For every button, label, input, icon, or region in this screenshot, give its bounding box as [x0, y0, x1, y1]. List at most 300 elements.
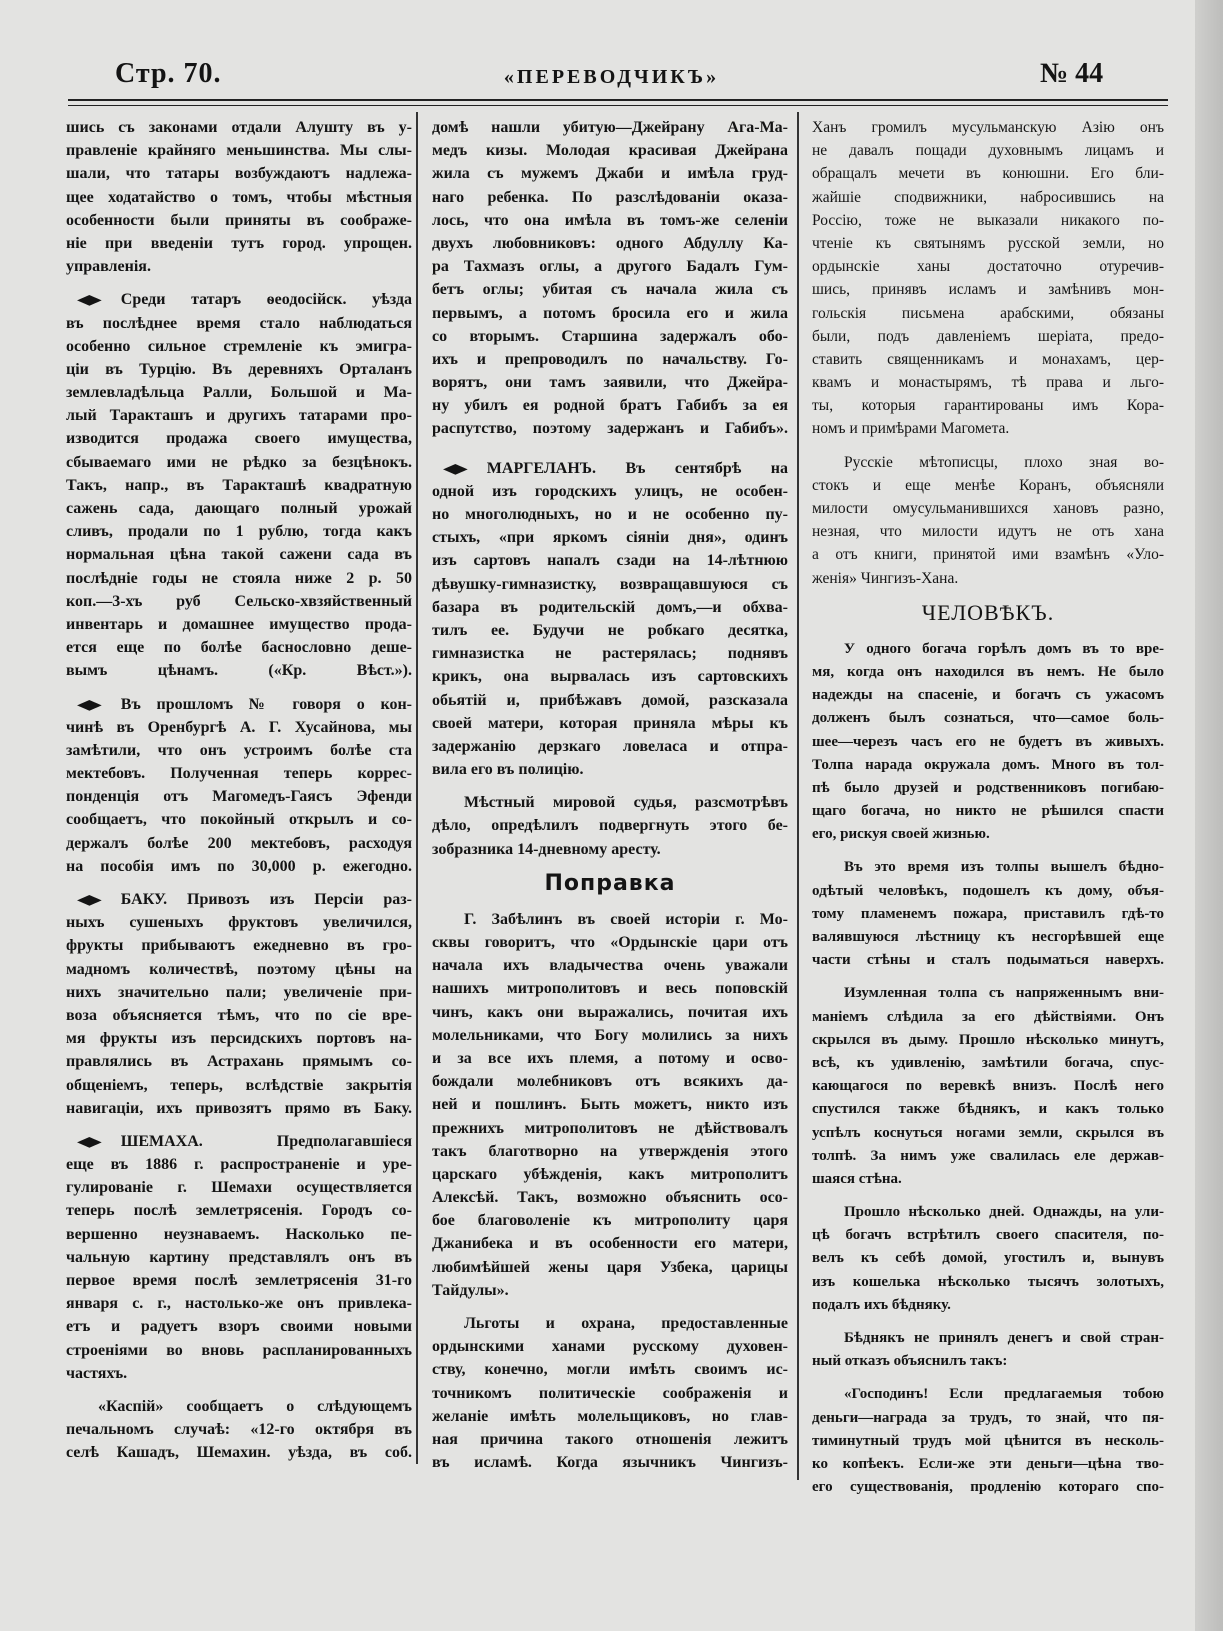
text-line: квамъ и монастырямъ, тѣ права и льго-	[812, 374, 1164, 392]
line	[812, 232, 1164, 255]
text-line: гулированіе г. Шемахи осуществляется	[66, 1179, 412, 1197]
text-line: прежнихъ митрополитовъ не дѣйствовалъ	[432, 1119, 788, 1137]
text-line: задержанію дерзкаго ловеласа и отпра-	[432, 737, 788, 755]
line	[432, 1186, 788, 1209]
line	[432, 348, 788, 371]
text-line: особенно сильное стремленіе къ эмигра-	[66, 337, 412, 355]
text-line: всѣ, къ удивленію, замѣтили богача, спус-	[812, 1054, 1164, 1071]
line	[66, 1223, 412, 1246]
line	[432, 954, 788, 977]
line	[432, 1428, 788, 1451]
line	[812, 707, 1164, 730]
article-paragraph	[812, 1327, 1164, 1373]
text-line: ты, которыя гарантированы имъ Кора-	[812, 397, 1164, 415]
text-line: коп.—3-хъ руб Сельско-хвзяйственный	[66, 592, 412, 610]
text-line: нашихъ митрополитовъ и весь поповскій	[432, 980, 788, 998]
line	[66, 139, 412, 162]
line	[432, 689, 788, 712]
line	[432, 480, 788, 503]
line	[432, 209, 788, 232]
line	[432, 417, 788, 440]
line	[812, 371, 1164, 394]
section-heading: Поправка	[544, 870, 676, 896]
text-line: первое время послѣ землетрясенія 31-го	[66, 1272, 412, 1289]
text-line: шее—черезъ часъ его не будетъ въ живыхъ.	[812, 733, 1164, 750]
line	[812, 1006, 1164, 1029]
text-line: ордынскіе ханы достаточно отуречив-	[812, 258, 1164, 276]
text-line: первымъ, а потомъ бросила его и жила	[432, 304, 788, 322]
line	[66, 590, 412, 613]
text-line: «Каспій» сообщаетъ о слѣдующемъ	[98, 1397, 412, 1415]
line	[432, 302, 788, 325]
text-line: нормальная цѣна такой сажени сада въ	[66, 546, 412, 564]
article-paragraph	[66, 1130, 412, 1385]
text-line: мя фрукты изъ персидскихъ портовъ на-	[66, 1030, 412, 1048]
line	[432, 596, 788, 619]
line	[432, 665, 788, 688]
text-line: начала ихъ владычества очень уважали	[432, 957, 788, 975]
line	[812, 209, 1164, 232]
line	[432, 1358, 788, 1381]
line	[66, 474, 412, 497]
line	[812, 684, 1164, 707]
line	[812, 116, 1164, 139]
line	[66, 1153, 412, 1176]
text-line: ная причина такого отношенія лежитъ	[432, 1430, 788, 1448]
issue-number: № 44	[1040, 58, 1104, 89]
text-line: Ханъ громилъ мусульманскую Азію онъ	[812, 119, 1164, 136]
text-line: теперь послѣ землетрясенія. Городъ со-	[66, 1202, 412, 1220]
text-line: Джанибека и въ особенности его матери,	[432, 1235, 788, 1253]
line	[66, 1269, 412, 1292]
line	[66, 832, 412, 855]
line	[432, 791, 788, 814]
text-line: навигаціи, ихъ привозятъ прямо въ Баку.	[66, 1099, 412, 1117]
line	[432, 619, 788, 642]
line	[432, 1382, 788, 1405]
line	[66, 1362, 412, 1385]
text-line: сливъ, продали по 1 рублю, тогда какъ	[66, 523, 412, 541]
line	[432, 1405, 788, 1428]
line	[812, 1476, 1164, 1499]
section-heading: ЧЕЛОВѢКЪ.	[921, 599, 1055, 625]
text-line: надежды на спасеніе, и богачъ съ ужасомъ	[812, 687, 1164, 704]
text-line: изъ сартовъ напалъ сзади на 14-лѣтнюю	[432, 552, 788, 570]
line	[66, 1074, 412, 1097]
line	[812, 1271, 1164, 1294]
text-line: спустился также бѣднякъ, и какъ только	[812, 1101, 1164, 1118]
page-edge-shadow	[1195, 0, 1223, 1631]
text-line: незная, что милости идутъ не отъ хана	[812, 523, 1164, 541]
header-double-rule	[68, 99, 1168, 106]
line	[432, 758, 788, 781]
line	[66, 186, 412, 209]
line	[66, 255, 412, 278]
line	[432, 642, 788, 665]
line	[66, 1097, 412, 1120]
text-line: ихъ и препроводилъ по начальству. Го-	[432, 350, 788, 368]
line	[812, 754, 1164, 777]
text-line: ству, конечно, могли имѣть своимъ ис-	[432, 1361, 788, 1379]
text-line: щее ходатайство о томъ, чтобы мѣстныя	[66, 188, 412, 206]
line	[812, 638, 1164, 661]
line	[432, 1232, 788, 1255]
line	[812, 497, 1164, 520]
text-line: такъ благотворно на утвержденія этого	[432, 1142, 788, 1160]
text-line: своей матери, которая приняла мѣры къ	[432, 714, 788, 732]
diamond-ornament-icon: ◆	[76, 893, 102, 908]
text-line: бое благоволеніе къ митрополиту царя	[432, 1212, 788, 1230]
text-line: сквы говоритъ, что «Ордынскіе цари отъ	[432, 934, 788, 951]
text-line: «Господинъ! Если предлагаемыя тобою	[844, 1386, 1164, 1403]
article-paragraph	[812, 982, 1164, 1191]
line	[432, 325, 788, 348]
line	[66, 1027, 412, 1050]
text-line: крикъ, она вырвалась изъ сартовскихъ	[432, 668, 788, 686]
line	[432, 186, 788, 209]
line	[812, 949, 1164, 972]
text-line: жайшіе сподвижники, набросившись на	[812, 188, 1164, 206]
text-line: января с. г., настолько-же онъ привлека-	[66, 1295, 412, 1313]
article-paragraph	[66, 693, 412, 879]
diamond-ornament-icon: ◆	[442, 461, 468, 477]
line	[66, 981, 412, 1004]
line	[812, 856, 1164, 879]
line	[66, 1246, 412, 1269]
text-line: тому пламенемъ пожара, приставилъ гдѣ-то	[812, 905, 1164, 922]
text-line: но многолюдныхъ, но и не особенно пу-	[432, 506, 788, 523]
text-line: вила его въ полицію.	[432, 761, 584, 779]
text-line: ордынскими ханами русскому духовен-	[432, 1338, 788, 1356]
line	[66, 288, 412, 311]
line	[66, 739, 412, 762]
line	[66, 1130, 412, 1153]
line	[66, 381, 412, 404]
article-paragraph	[812, 1201, 1164, 1317]
text-line: шись съ законами отдали Алушту въ у-	[66, 119, 412, 136]
text-line: любимѣйшей жены царя Узбека, царицы	[432, 1258, 788, 1276]
line	[812, 278, 1164, 301]
line	[812, 186, 1164, 209]
line	[66, 888, 412, 911]
text-line: его, рискуя своей жизнью.	[812, 826, 990, 843]
line	[66, 1395, 412, 1418]
article-paragraph	[432, 908, 788, 1302]
line	[812, 800, 1164, 823]
text-line: У одного богача горѣлъ домъ въ то вре-	[844, 640, 1164, 657]
line	[432, 573, 788, 596]
line	[66, 934, 412, 957]
line	[432, 1163, 788, 1186]
text-line: ну убилъ ея родной братъ Габибъ за ея	[432, 397, 788, 415]
text-line: и за все ихъ племя, а потому и осво-	[432, 1049, 788, 1067]
line	[812, 1294, 1164, 1317]
text-line: ціи въ Турцію. Въ деревняхъ Орталанъ	[66, 360, 412, 378]
line	[812, 1224, 1164, 1247]
column-divider	[416, 112, 418, 1464]
line	[812, 982, 1164, 1005]
text-line: въ послѣднее время стало наблюдаться	[66, 314, 412, 332]
line	[432, 712, 788, 735]
text-line: ра Тахмазъ оглы, а другого Бадалъ Гум-	[432, 258, 788, 276]
line	[432, 549, 788, 572]
text-line: номъ и примѣрами Магомета.	[812, 420, 1010, 438]
text-line: Въ прошломъ № говоря о кон-	[120, 695, 412, 713]
text-line: домѣ нашли убитую—Джейрану Ага-Ма-	[432, 119, 788, 136]
article-paragraph	[432, 1312, 788, 1474]
text-line: щаго богача, но никто не рѣшился спасти	[812, 803, 1164, 820]
text-line: долженъ былъ сознаться, что—самое боль-	[812, 710, 1164, 727]
line	[66, 613, 412, 636]
text-line: обьятій и, прибѣжавъ домой, разсказала	[432, 691, 788, 709]
text-line: жила съ мужемъ Джаби и имѣла груд-	[432, 165, 788, 183]
text-line: сбываемаго ими не рѣдко за безцѣнокъ.	[66, 453, 412, 471]
line	[812, 139, 1164, 162]
line	[432, 1279, 788, 1302]
text-line: милости омусульманившихся хановъ разно,	[812, 500, 1164, 517]
text-line: ворятъ, они тамъ заявили, что Джейра-	[432, 374, 788, 392]
text-line: скрылся въ дыму. Прошло нѣсколько минутъ,	[812, 1031, 1164, 1048]
text-line: Въ это время изъ толпы вышелъ бѣдно-	[844, 859, 1164, 876]
text-line: точникомъ политическіе соображенія и	[432, 1384, 788, 1402]
text-line: маніемъ слѣдила за его дѣйствіями. Онъ	[812, 1008, 1164, 1025]
line	[432, 814, 788, 837]
line	[812, 926, 1164, 949]
text-line: общеніемъ, теперь, вслѣдствіе закрытія	[66, 1076, 412, 1094]
line	[432, 255, 788, 278]
text-line: женія» Чингизъ-Хана.	[812, 569, 959, 587]
line	[66, 232, 412, 255]
text-line: Тайдулы».	[432, 1281, 509, 1299]
text-line: ко копѣекъ. Если-же эти деньги—цѣна тво-	[812, 1455, 1164, 1472]
line	[812, 1098, 1164, 1121]
text-line: подалъ ихъ бѣдняку.	[812, 1296, 951, 1313]
line	[66, 911, 412, 934]
text-line: тиминутный трудъ мой цѣнится въ несколь-	[812, 1432, 1164, 1449]
line	[432, 1256, 788, 1279]
text-line: Толпа нарада окружала домъ. Много въ тол-	[812, 756, 1164, 773]
line	[812, 1075, 1164, 1098]
line	[812, 1029, 1164, 1052]
line	[66, 543, 412, 566]
text-line: Россію, тоже не выказали никакого по-	[812, 211, 1164, 229]
text-line: дѣвушку-гимназистку, возвращавшуюся съ	[432, 575, 788, 593]
text-line: кающагося по веревкѣ внизъ. Послѣ него	[812, 1078, 1164, 1095]
diamond-ornament-icon: ◆	[76, 697, 102, 713]
text-line: шали, что татары возбуждаютъ надлежа-	[66, 165, 412, 183]
text-line: сажень сада, дающаго полный урожай	[66, 500, 412, 517]
text-line: замѣтили, что онъ устроимъ болѣе ста	[66, 741, 412, 759]
line	[66, 162, 412, 185]
line	[432, 1140, 788, 1163]
text-line: воза объясняется тѣмъ, что по сіе вре-	[66, 1006, 412, 1024]
article-paragraph	[812, 638, 1164, 847]
line	[432, 394, 788, 417]
text-line: особенности были приняты въ соображе-	[66, 211, 412, 229]
line	[812, 731, 1164, 754]
text-line: вершенно неузнаваемъ. Насколько пе-	[66, 1225, 412, 1243]
text-line: части стѣны и сталъ подыматься наверхъ.	[812, 952, 1164, 969]
text-line: послѣдніе годы не стояла ниже 2 р. 50	[66, 569, 412, 587]
text-line: Мѣстный мировой судья, разсмотрѣвъ	[464, 794, 788, 812]
text-line: инвентарь и домашнее имущество прода-	[66, 615, 412, 633]
article-paragraph	[812, 1383, 1164, 1499]
line	[812, 543, 1164, 566]
text-line: не давалъ пощади духовнымъ лицамъ и	[812, 142, 1164, 160]
text-line: Прошло нѣсколько дней. Однажды, на ули-	[844, 1204, 1164, 1221]
text-line: Русскіе мѣтописцы, плохо зная во-	[844, 453, 1164, 471]
line	[812, 1350, 1164, 1373]
line	[66, 1418, 412, 1441]
text-line: управленія.	[66, 258, 151, 276]
line	[812, 451, 1164, 474]
line	[66, 958, 412, 981]
line	[812, 1122, 1164, 1145]
line	[812, 255, 1164, 278]
line	[432, 1047, 788, 1070]
text-line: медъ кизы. Молодая красивая Джейрана	[432, 142, 788, 160]
line	[812, 302, 1164, 325]
text-line: шись, принявъ исламъ и замѣнивъ мон-	[812, 281, 1164, 299]
text-line: ШЕМАХА. Предполагавшіеся	[120, 1132, 412, 1150]
line	[432, 1335, 788, 1358]
line	[432, 1070, 788, 1093]
text-line: цѣ богачъ встрѣтилъ своего спасителя, по-	[812, 1227, 1164, 1244]
line	[66, 335, 412, 358]
text-line: его существованія, продленію котораго спо-	[812, 1479, 1164, 1496]
text-line: понденція отъ Магомедъ-Гаясъ Эфенди	[66, 788, 412, 806]
line	[66, 1315, 412, 1338]
line	[432, 1312, 788, 1335]
line	[66, 1339, 412, 1362]
line	[432, 908, 788, 931]
text-line: чинъ, какъ они выражались, почитая ихъ	[432, 1003, 788, 1021]
line	[432, 1024, 788, 1047]
running-header	[0, 52, 1223, 102]
text-line: вымъ цѣнамъ. («Кр. Вѣст.»).	[66, 662, 412, 680]
line	[66, 855, 412, 878]
text-line: ставить священникамъ и монахамъ, цер-	[812, 350, 1164, 368]
text-line: молельниками, что Богу молились за нихъ	[432, 1026, 788, 1044]
text-line: желаніе имѣть молельщиковъ, но глав-	[432, 1407, 788, 1425]
line	[432, 116, 788, 139]
line	[812, 1145, 1164, 1168]
line	[432, 457, 788, 480]
line	[812, 777, 1164, 800]
line	[432, 1001, 788, 1024]
line	[812, 417, 1164, 440]
line	[432, 735, 788, 758]
line	[432, 1451, 788, 1474]
text-line: изводится продажа своего имущества,	[66, 430, 412, 448]
text-line: одной изъ городскихъ улицъ, не особен-	[432, 482, 788, 500]
text-line: печальномъ случаѣ: «12-го октября въ	[66, 1421, 412, 1439]
article-paragraph	[432, 116, 788, 441]
line	[66, 451, 412, 474]
text-line: БАКУ. Привозъ изъ Персіи раз-	[120, 891, 412, 908]
text-line: частяхъ.	[66, 1364, 128, 1382]
text-line: мя, когда онъ находился въ немъ. Не было	[812, 663, 1164, 680]
article-paragraph	[66, 888, 412, 1120]
line	[812, 1430, 1164, 1453]
text-line: бождали молебниковъ отъ всякихъ да-	[432, 1073, 788, 1091]
text-line: Изумленная толпа съ напряженнымъ вни-	[844, 985, 1164, 1002]
line	[66, 785, 412, 808]
article-paragraph	[812, 856, 1164, 972]
line	[812, 661, 1164, 684]
text-line: нихъ значительно пали; увеличеніе при-	[66, 983, 412, 1001]
text-line: гольскія письмена арабскими, обязаны	[812, 304, 1164, 322]
text-line: чинѣ въ Оренбургѣ А. Г. Хусайнова, мы	[66, 718, 412, 736]
line	[66, 659, 412, 682]
line	[812, 325, 1164, 348]
text-line: Среди татаръ ѳеодосійск. уѣзда	[120, 291, 412, 309]
line	[66, 116, 412, 139]
diamond-ornament-icon: ◆	[76, 1134, 102, 1150]
article-paragraph	[66, 288, 412, 682]
line	[432, 371, 788, 394]
line	[432, 503, 788, 526]
line	[812, 474, 1164, 497]
text-line: распутство, поэтому задержанъ и Габибъ».	[432, 420, 788, 438]
text-line: пѣ было друзей и родственниковъ погибаю-	[812, 779, 1164, 796]
line	[66, 497, 412, 520]
text-line: ніе при введеніи тутъ город. упрощен.	[66, 234, 412, 252]
line	[812, 520, 1164, 543]
line	[812, 1407, 1164, 1430]
newspaper-title: «ПЕРЕВОДЧИКЪ»	[503, 66, 720, 88]
text-line: ный отказъ объяснилъ такъ:	[812, 1353, 1008, 1370]
article-paragraph	[812, 116, 1164, 441]
text-line: въ исламѣ. Когда язычникъ Чингизъ-	[432, 1454, 788, 1472]
text-line: толпѣ. За нимъ уже свалилась еле держав-	[812, 1147, 1164, 1164]
line	[812, 1247, 1164, 1270]
line	[432, 232, 788, 255]
text-line: землевладѣльца Ралли, Большой и Ма-	[66, 384, 412, 402]
text-line: Бѣднякъ не принялъ денегъ и свой стран-	[844, 1330, 1164, 1346]
text-line: дѣло, опредѣлилъ подвергнуть этого бе-	[432, 817, 788, 835]
line	[66, 520, 412, 543]
text-line: мектебовъ. Полученная теперь коррес-	[66, 765, 412, 783]
text-line: ней и пошлинъ. Быть можетъ, никто изъ	[432, 1096, 788, 1114]
line	[66, 1176, 412, 1199]
line	[66, 1004, 412, 1027]
text-line: чтеніе къ святынямъ русской земли, но	[812, 234, 1164, 252]
line	[432, 1209, 788, 1232]
text-line: ется еще по болѣе баснословно деше-	[66, 639, 412, 657]
text-line: базара въ родительскій домъ,—и обхва-	[432, 598, 788, 616]
line	[812, 880, 1164, 903]
text-line: селѣ Кашадъ, Шемахин. уѣзда, въ соб.	[66, 1444, 412, 1462]
text-line: успѣлъ коснуться ногами земли, скрылся въ	[812, 1124, 1164, 1141]
article-paragraph	[66, 1395, 412, 1465]
text-line: изъ кошелька нѣсколько тысячъ золотыхъ,	[812, 1273, 1164, 1290]
line	[812, 1052, 1164, 1075]
text-line: строеніями во вновь распланированныхъ	[66, 1341, 412, 1359]
line	[66, 1441, 412, 1464]
text-line: наго ребенка. По разслѣдованіи оказа-	[432, 188, 788, 206]
line	[66, 404, 412, 427]
text-line: Г. Забѣлинъ въ своей исторіи г. Мо-	[464, 910, 788, 928]
line	[66, 808, 412, 831]
column-1	[66, 116, 412, 1475]
text-line: держалъ болѣе 200 мектебовъ, расходуя	[66, 834, 412, 852]
line	[66, 1199, 412, 1222]
text-line: лый Таракташъ и другихъ татарами про-	[66, 407, 412, 425]
line	[432, 162, 788, 185]
column-divider	[797, 112, 799, 1480]
text-line: одѣтый человѣкъ, подошелъ къ дому, объя-	[812, 882, 1164, 899]
